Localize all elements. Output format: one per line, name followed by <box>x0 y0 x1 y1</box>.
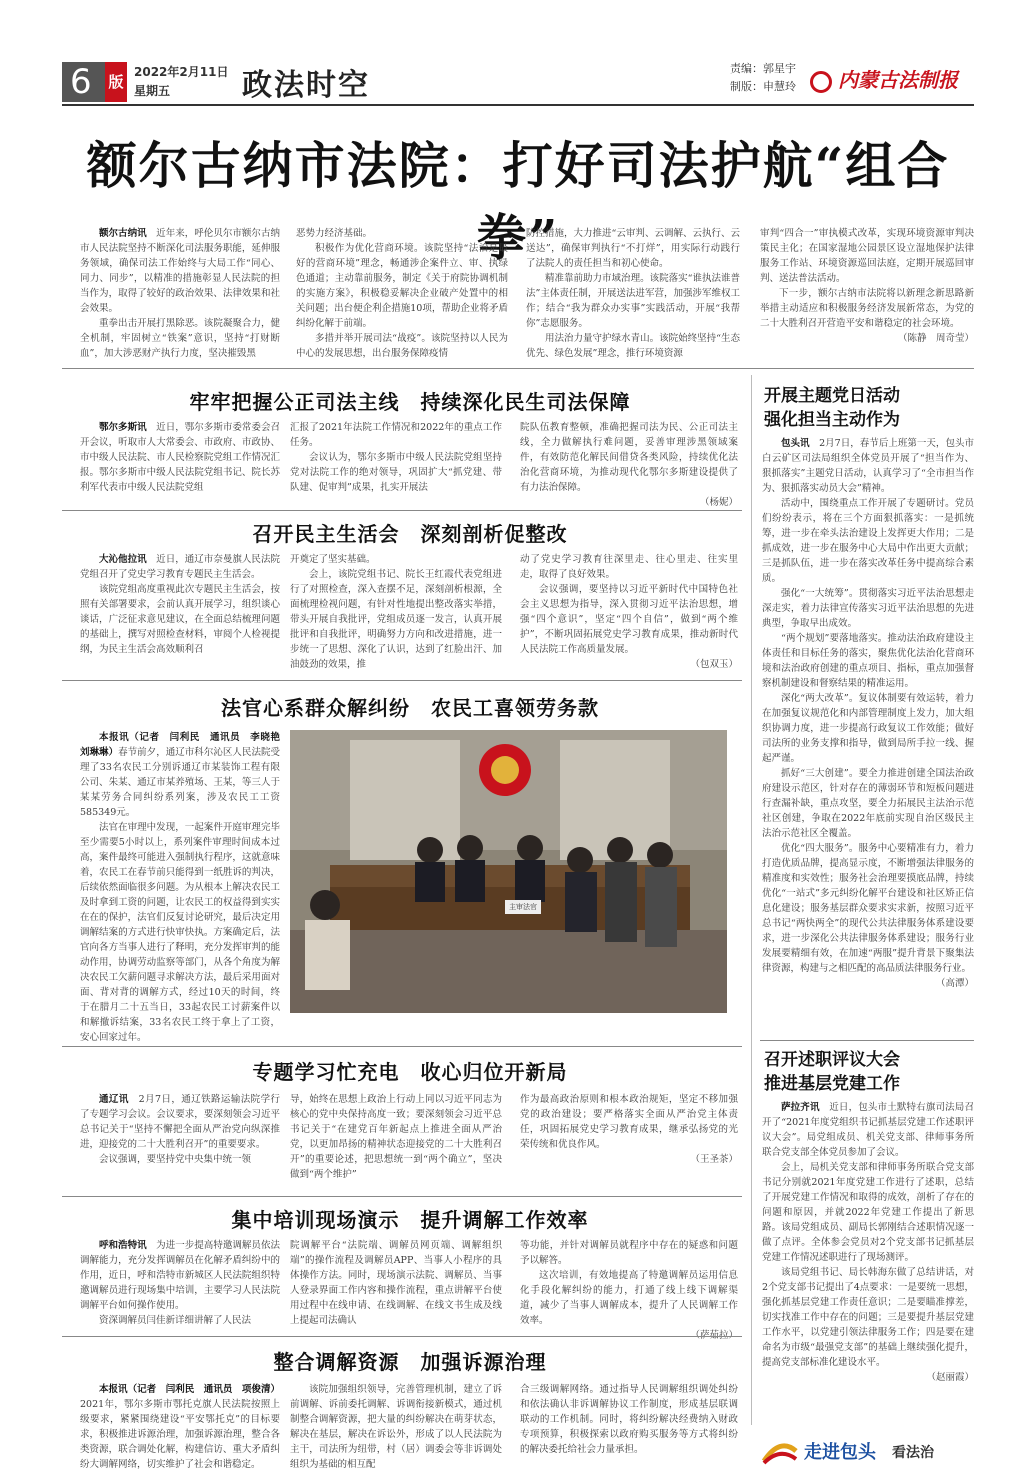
article-text: 院调解平台“法院端、调解员网页端、调解组织端”的操作流程及调解员APP、当事人小程序的具体操作方法。同时，现场演示法院、调解员、当事人登录界面工作内容和操作流程，重点讲解平台使用过程中在线申请、在线调解、在线文书生成及线上提起司法确认 <box>290 1240 502 1326</box>
article-text: 近日，包头市土默特右旗司法局召开了“2021年度党组织书记抓基层党建工作述职评议大会”。局党组成员、机关党支部、律师事务所联合党支部全体党员参加了会议。 <box>762 1102 974 1158</box>
article-text: 会议认为，鄂尔多斯市中级人民法院党组坚持党对法院工作的绝对领导，巩固扩大“抓党建、带队建、促审判”成果，扎实开展法 <box>290 452 502 493</box>
divider <box>62 1046 742 1047</box>
article-text: 开奠定了坚实基础。 <box>290 554 376 565</box>
column-divider <box>751 375 752 1425</box>
article-text: “两个规划”要落地落实。推动法治政府建设主体责任和目标任务的落实，聚焦优化法治化营商环境和法治政府创建的重点项目、指标，重点加强督察机制建设和督察结果的精准运用。 <box>762 633 974 689</box>
article-text: 动了党史学习教育往深里走、往心里走、往实里走，取得了良好效果。 <box>520 554 738 580</box>
a6-col1 <box>80 1382 280 1482</box>
top-article-col2 <box>296 226 508 361</box>
newspaper-name: 内蒙古法制报 <box>838 68 958 92</box>
divider <box>62 1336 742 1337</box>
article-text: 优化“四大服务”。服务中心要精准有力，着力打造优质品牌，提高显示度，不断增强法律服务的精准度和实效性；服务社会治理要摸底品牌，持续优化“一站式”多元纠纷化解平台建设和社区矫正信息化建设；服务基层群众要求实求新，按照习近平总书记“两快两全”的现代公共法律服务体系建设要求，进一步深化公共法律服务体系建设；服务行业发展要精细有效，在加速“两服”提升背景下聚集法律资源，构建与之相匹配的高品质法律服务行业。 <box>762 843 974 974</box>
sidebar-article-title <box>764 384 974 432</box>
article-text: 近日，通辽市奈曼旗人民法院党组召开了党史学习教育专题民主生活会。 <box>80 554 280 580</box>
article-title: 整合调解资源 加强诉源治理 <box>273 1350 547 1374</box>
article-text: 为进一步提高特邀调解员依法调解能力，充分发挥调解员在化解矛盾纠纷中的作用，近日，呼和浩特市新城区人民法院组织特邀调解员进行现场集中培训，主要学习人民法院调解平台如何操作使用。 <box>80 1240 280 1311</box>
footer-brand <box>760 1434 970 1470</box>
article-text: 会上，局机关党支部和律师事务所联合党支部书记分别就2021年度党建工作进行了述职，总结了开展党建工作情况和取得的成效，剖析了存在的问题和原因，并就2022年党建工作提出了新思路。该局党组成员、副局长郭刚结合述职情况逐一做了点评。全体参会党员对2个党支部书记抓基层党建工作情况述职进行了现场测评。 <box>762 1162 974 1263</box>
dateline: 鄂尔多斯讯 <box>99 422 147 433</box>
article-text: 深化“两大改革”。复议体制要有效运转，着力在加强复议规范化和内部管理制度上发力，加大组织协调力度，进一步提高行政复议工作效能；做好司法所的业务支撑和指导，做到局所手拉一线、握起严谨。 <box>762 693 974 764</box>
main-headline: 额尔古纳市法院：打好司法护航“组合拳” <box>86 136 950 267</box>
a2-col1 <box>80 552 280 657</box>
title-line: 召开述职评议大会 <box>764 1050 900 1070</box>
article-text: 2021年，鄂尔多斯市鄂托克旗人民法院按照上级要求，紧紧围绕建设“平安鄂托克”的目标要求，积极推进诉源治理，加强诉源治理，整合各类资源，联合调处化解，构建信访、重大矛盾纠纷大调解网络，切实维护了社会和谐稳定。 <box>80 1399 280 1470</box>
article-text: 汇报了2021年法院工作情况和2022年的重点工作任务。 <box>290 422 502 448</box>
dateline: 本报讯 <box>99 1384 128 1395</box>
article-text: 合三级调解网络。通过指导人民调解组织调处纠纷和依法确认非诉调解协议工作制度，形成基层联调联动的工作机制。同时，将纠纷解决经费纳入财政专项预算，积极探索以政府购买服务等方式将纠纷的解决委托给社会力量承担。 <box>520 1384 738 1455</box>
dateline: 萨拉齐讯 <box>781 1102 820 1113</box>
article-text: 这次培训，有效地提高了特邀调解员运用信息化手段化解纠纷的能力，打通了线上线下调解渠道，减少了当事人调解成本，提升了人民调解工作效率。 <box>520 1270 738 1326</box>
article-text: 审判“四合一”审执模式改革，实现环境资源审判决策民主化；在国家湿地公园景区设立湿地保护法律服务工作站、环境资源巡回法庭，定期开展巡回审判、送法普法活动。 <box>760 228 974 284</box>
title-line: 强化担当主动作为 <box>764 410 900 430</box>
producer-name: 制版：申慧玲 <box>730 80 796 93</box>
byline: （包双玉） <box>690 659 738 670</box>
a1-col2 <box>290 420 502 495</box>
article-title: 牢牢把握公正司法主线 持续深化民生司法保障 <box>189 390 631 414</box>
article-text: 近日，鄂尔多斯市委常委会召开会议，听取市人大常委会、市政府、市政协、市中级人民法院、市人民检察院党组工作情况汇报。鄂尔多斯市中级人民法院党组书记、院长苏利军代表市中级人民法院党组 <box>80 422 280 493</box>
editor-credits <box>730 60 796 96</box>
article-text: 导，始终在思想上政治上行动上同以习近平同志为核心的党中央保持高度一致；要深刻领会习近平总书记关于“在建党百年新起点上推进全面从严治党，以更加昂扬的精神状态迎接党的二十大胜利召开”的重要论述，把思想统一到“两个确立”，坚决做到“两个维护” <box>290 1094 502 1180</box>
article-text: 院队伍教育整顿，准确把握司法为民、公正司法主线，全力做解执行难问题，妥善审理涉黑领域案件，有效防范化解民间借贷各类风险，持续优化法治化营商环境，为推动现代化鄂尔多斯建设提供了有力法治保障。 <box>520 422 738 493</box>
byline: （王圣茶） <box>690 1154 738 1165</box>
article-text: 会议强调，要坚持党中央集中统一领 <box>99 1154 252 1165</box>
dateline: 通辽讯 <box>99 1094 129 1105</box>
a2-col3 <box>520 552 738 672</box>
byline: （高潭） <box>935 978 974 989</box>
court-photo <box>290 730 727 1013</box>
divider <box>62 1196 742 1197</box>
a3-col1 <box>80 730 290 1045</box>
article-text: 该院党组高度重视此次专题民主生活会，按照有关部署要求，会前认真开展学习，组织谈心谈话，广泛征求意见建议，在全面总结梳理问题的基础上，撰写对照检查材料，审阅个人检视提纲，为民主生活会高效顺利召 <box>80 584 280 655</box>
a2-col2 <box>290 552 502 672</box>
footer-logo-icon <box>760 1437 800 1467</box>
article-title: 集中培训现场演示 提升调解工作效率 <box>231 1208 589 1232</box>
article-text: 积极作为优化营商环境。该院坚持“法治是最好的营商环境”理念，畅通涉企案件立、审、执绿色通道；主动靠前服务，制定《关于府院协调机制的实施方案》，积极稳妥解决企业破产处置中的相关问题；出台便企利企措施10项，帮助企业将矛盾纠纷化解于前端。 <box>296 243 508 329</box>
issue-date-block <box>134 63 228 101</box>
article-text: 多措并举开展司法“战疫”。该院坚持以人民为中心的发展思想，出台服务保障疫情 <box>296 333 508 359</box>
article-title: 专题学习忙充电 收心归位开新局 <box>252 1060 568 1084</box>
footer-tagline: 看法治 <box>892 1445 934 1461</box>
dateline: 本报讯 <box>99 732 130 743</box>
article-text: 抓好“三大创建”。要全力推进创建全国法治政府建设示范区，针对存在的薄弱环节和短板问题进行查漏补缺，重点攻坚，要全力拓展民主法治示范社区创建，争取在2022年底前实现自治区级民主法治示范社区全覆盖。 <box>762 768 974 839</box>
byline: （赵丽霞） <box>926 1372 974 1383</box>
article-text: 精准靠前助力市域治理。该院落实“谁执法谁普法”主体责任制，开展送法进军营，加强涉军维权工作；结合“我为群众办实事”实践活动，开展“我帮你”志愿服务。 <box>526 273 740 329</box>
court-photo-illustration <box>290 730 727 1013</box>
a5-col2 <box>290 1238 502 1328</box>
a4-col1 <box>80 1092 280 1167</box>
title-line: 推进基层党建工作 <box>764 1074 900 1094</box>
a4-col3 <box>520 1092 738 1167</box>
article-text: 近年来，呼伦贝尔市额尔古纳市人民法院坚持不断深化司法服务职能，延伸服务领域，确保司法工作始终与大局工作“同心、同力、同步”，以精准的措施彰显人民法院的担当作为，取得了较好的政治效果、法律效果和社会效果。 <box>80 228 280 314</box>
article-text: 2月7日，春节后上班第一天，包头市白云矿区司法局组织全体党员开展了“担当作为、狠抓落实”主题党日活动，认真学习了“全市担当作为、狠抓落实动员大会”精神。 <box>762 438 974 494</box>
section-title: 政法时空 <box>242 68 370 103</box>
article-text: 会议强调，要坚持以习近平新时代中国特色社会主义思想为指导，深入贯彻习近平法治思想，增强“四个意识”，坚定“四个自信”，做到“两个维护”，不断巩固拓展党史学习教育成果，推动新时代人民法院工作高质量发展。 <box>520 584 738 655</box>
editor-name: 责编：郭星宇 <box>730 62 796 75</box>
dateline: 呼和浩特讯 <box>99 1240 147 1251</box>
page-number: 6 <box>62 62 124 102</box>
a1-col3 <box>520 420 738 510</box>
article-text: 2月7日，通辽铁路运输法院学行了专题学习会议。会议要求，要深刻领会习近平总书记关于“坚持不懈把全面从严治党向纵深推进，迎接党的二十大胜利召开”的重要要求。 <box>80 1094 280 1150</box>
divider <box>760 1040 974 1041</box>
dateline: 包头讯 <box>781 438 810 449</box>
article-text: 等功能，并针对调解员就程序中存在的疑惑和问题予以解答。 <box>520 1240 738 1266</box>
sidebar-article-title <box>764 1048 974 1096</box>
article-text: 资深调解员闫佳新详细讲解了人民法 <box>99 1315 252 1326</box>
article-text: 该院加强组织领导，完善管理机制，建立了诉前调解、诉前委托调解、诉调衔接新模式，通过机制整合调解资源，把大量的纠纷解决在萌芽状态，解决在基层，解决在诉讼外，形成了以人民法院为主干，司法所为纽带，村（居）调委会等非诉调处组织为基础的相互配 <box>290 1384 502 1470</box>
a5-col3 <box>520 1238 738 1343</box>
reporters: （记者 闫利民 通讯员 李晓艳 刘琳琳） <box>80 732 290 758</box>
newspaper-logo <box>810 60 970 100</box>
footer-brand-name: 走进包头 <box>804 1442 876 1463</box>
dateline: 额尔古纳讯 <box>99 228 147 239</box>
article-text: 下一步，额尔古纳市法院将以新理念新思路新举措主动适应和积极服务经济发展新常态，为党的二十大胜利召开营造平安和谐稳定的社会环境。 <box>760 288 974 329</box>
r2-body <box>762 1100 974 1385</box>
photo-nameplate: 主审法官 <box>509 903 537 911</box>
dateline: 大沁他拉讯 <box>99 554 147 565</box>
title-line: 开展主题党日活动 <box>764 386 900 406</box>
top-article-col3 <box>526 226 740 361</box>
article-text: 用法治力量守护绿水青山。该院始终坚持“生态优先、绿色发展”理念，推行环境资源 <box>526 333 740 359</box>
article-text: 作为最高政治原则和根本政治规矩，坚定不移加强党的政治建设；要严格落实全面从严治党主体责任，巩固拓展党史学习教育成果，继承弘扬党的光荣传统和优良作风。 <box>520 1094 738 1150</box>
divider <box>62 368 974 369</box>
top-article-col4 <box>760 226 974 346</box>
r1-body <box>762 436 974 991</box>
issue-weekday: 星期五 <box>134 84 171 98</box>
article-title: 召开民主生活会 深刻剖析促整改 <box>252 522 568 546</box>
article-text: 春节前夕，通辽市科尔沁区人民法院受理了33名农民工分别诉通辽市某装饰工程有限公司、朱某、通辽市某养殖场、王某，等三人于某某劳务合同纠纷系列案，涉及农民工工资585349元。 <box>80 747 280 818</box>
byline: （杨妮） <box>699 497 738 508</box>
article-text: 重拳出击开展打黑除恶。该院凝聚合力，健全机制，牢固树立“铁案”意识，坚持“打财断血”，加大涉恶财产执行力度，坚决摧毁黑 <box>80 318 280 359</box>
article-text: 会上，该院党组书记、院长王红霞代表党组进行了对照检查，深入查摆不足，深刻剖析根源，全面梳理检视问题，有针对性地提出整改落实举措，带头开展自我批评，党组成员逐一发言，认真开展批评和自我批评，明确努力方向和改进措施，进一步统一了思想、深化了认识，达到了红脸出汗、加油鼓劲的效果，推 <box>290 569 502 670</box>
newspaper-logo-icon <box>810 71 832 93</box>
top-article-col1 <box>80 226 280 361</box>
page-ban-label: 版 <box>105 62 127 102</box>
divider <box>62 510 742 511</box>
article-text: 法官在审理中发现，一起案件开庭审理完毕至少需要5小时以上，系列案件审理时间成本过高，案件最终可能进入强制执行程序，这就意味着，农民工在春节前只能得到一纸胜诉的判决，后续依然面临很多问题。为从根本上解决农民工及时拿到工资的问题，让农民工的权益得到实实在在的保护，法官们反复讨论研究，最后决定用调解结案的方式进行快审快执。方案确定后，法官向各方当事人进行了释明，充分发挥审判的能动作用，协调劳动监察等部门，从各个角度为解决农民工欠薪问题寻求解决方法，最后采用面对面、背对背的调解方式，经过10天的时间，终于在腊月二十五当日，33起农民工讨薪案件以和解撤诉结案，33名农民工终于拿上了工资，安心回家过年。 <box>80 822 280 1043</box>
article-text: 强化“一大统筹”。贯彻落实习近平法治思想走深走实，着力法律宣传落实习近平法治思想的先进典型，争取早出成效。 <box>762 588 974 629</box>
issue-date: 2022年2月11日 <box>134 65 229 79</box>
a6-col3 <box>520 1382 738 1482</box>
article-text: 恶势力经济基础。 <box>296 228 373 239</box>
byline: （陈静 周奇莹） <box>897 333 974 344</box>
a6-col2 <box>290 1382 502 1482</box>
reporters: （记者 闫利民 通讯员 项俊清） <box>127 1384 280 1395</box>
a4-col2 <box>290 1092 502 1182</box>
header-rule <box>62 104 974 106</box>
article-title: 法官心系群众解纠纷 农民工喜领劳务款 <box>221 696 599 720</box>
a5-col1 <box>80 1238 280 1328</box>
a1-col1 <box>80 420 280 495</box>
article-text: 活动中，围绕重点工作开展了专题研讨。党员们纷纷表示，将在三个方面狠抓落实：一是抓统筹，进一步在牵头法治建设上发挥更大作用；二是抓成效，进一步在服务中心大局中作出更大贡献；三是抓队伍，进一步在落实改革任务中提高综合素质。 <box>762 498 974 584</box>
article-text: 该局党组书记、局长韩海东做了总结讲话，对2个党支部书记提出了4点要求：一是要统一思想，强化抓基层党建工作责任意识；二是要瞄准撑差，切实找准工作中存在的问题；三是要提升基层党建工作水平，以党建引领法律服务工作；四是要在建命名为市级“最强党支部”的基础上继续强化提升，提高党支部标准化建设水平。 <box>762 1267 974 1368</box>
divider <box>62 680 742 681</box>
article-text: 防控措施，大力推进“云审判、云调解、云执行、云送达”，确保审判执行“不打烊”，用实际行动践行了法院人的责任担当和初心使命。 <box>526 228 740 269</box>
